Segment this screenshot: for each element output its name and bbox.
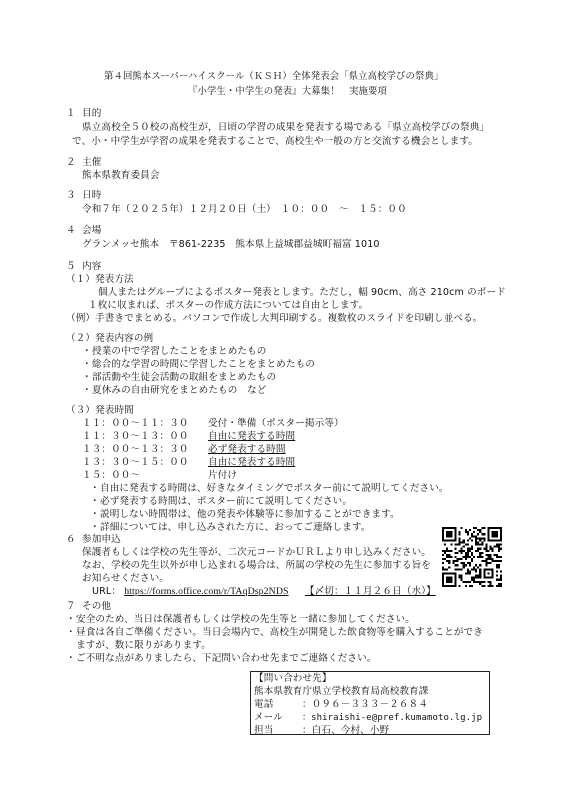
- example-list-item: ・授業の中で学習したことをまとめたもの: [82, 346, 267, 357]
- section-4-body: グランメッセ熊本 〒861-2235 熊本県上益城郡益城町福富 1010: [82, 239, 380, 250]
- section-5-1-line3: （例）手書きでまとめる。パソコンで作成し大判印刷する。複数枚のスライドを印刷し並べる。: [66, 313, 483, 324]
- section-7-heading: [66, 601, 111, 613]
- phone-number: ：０９６－３３３－２６８４: [302, 699, 429, 710]
- bullet-icon: ・: [90, 522, 100, 533]
- bullet-icon: ・: [66, 614, 76, 625]
- section-2-heading: [66, 157, 101, 169]
- section-1-body-line2: で、小・中学生が学習の成果を発表することで、高校生や一般の方と交流する機会とします。: [72, 136, 478, 147]
- schedule-label: 自由に発表する時間: [208, 431, 296, 442]
- schedule-label: 受付・準備（ポスター掲示等）: [208, 418, 344, 429]
- section-3-title: 日時: [82, 190, 102, 201]
- section-7-title: その他: [82, 601, 112, 612]
- bullet-icon: ・: [90, 509, 100, 520]
- schedule-row: [82, 444, 286, 456]
- schedule-label: 必ず発表する時間: [208, 444, 286, 455]
- schedule-row: [82, 470, 237, 482]
- section-1-heading: [66, 108, 101, 120]
- contact-mail-row: [254, 712, 482, 724]
- section-5-1-line2: １枚に収まれば、ポスターの作成方法については自由とします。: [88, 300, 369, 311]
- schedule-label: 自由に発表する時間: [208, 457, 296, 468]
- contact-organization: 熊本県教育庁県立学校教育局高校教育課: [254, 686, 429, 697]
- schedule-time: １１：３０～１３：００: [82, 431, 189, 442]
- section-7-number: ７: [66, 601, 76, 612]
- example-list-item: ・部活動や生徒会活動の取組をまとめたもの: [82, 372, 277, 383]
- schedule-row: [82, 418, 344, 430]
- section-6-body-line1: 保護者もしくは学校の先生等が、二次元コードかＵＲＬより申し込みください。: [82, 547, 431, 558]
- other-list-item-continuation: ますが、数に限りがあります。: [76, 640, 211, 651]
- qr-code-icon[interactable]: [442, 527, 502, 587]
- section-6-body-line3: お知らせください。: [82, 573, 169, 584]
- section-5-1-line1: 個人またはグループによるポスター発表とします。ただし，幅 90cm、高さ 210cm のボード: [98, 287, 506, 298]
- url-label: URL：: [92, 586, 122, 597]
- section-5-number: ５: [66, 261, 76, 272]
- other-list-item: ・安全のため、当日は保護者もしくは学校の先生等と一緒に参加してください。: [66, 614, 415, 625]
- bullet-icon: ・: [82, 359, 92, 370]
- schedule-row: [82, 431, 295, 443]
- person-names: ：白石、今村、小野: [302, 725, 390, 736]
- application-form-link[interactable]: https://forms.office.com/r/TAqDsp2NDS: [124, 586, 289, 597]
- document-title-line1: 第４回熊本スーパーハイスクール（ＫＳＨ）全体発表会「県立高校学びの祭典」: [104, 71, 444, 82]
- other-list-item: ・昼食は各自ご準備ください。当日会場内で、高校生が開発した飲食物等を購入することができ: [66, 627, 483, 638]
- schedule-label: 片付け: [208, 470, 238, 481]
- mail-address[interactable]: ：shiraishi-e@pref.kumamoto.lg.jp: [302, 713, 483, 723]
- schedule-time: １５：００～: [82, 470, 141, 481]
- section-6-heading: [66, 534, 121, 546]
- section-1-number: １: [66, 108, 76, 119]
- section-5-3-heading: （３）発表時間: [66, 405, 134, 416]
- document-title-line2: 『小学生・中学生の発表』大募集！ 実施要項: [188, 86, 387, 97]
- bullet-icon: ・: [82, 346, 92, 357]
- section-6-body-line2: なお、学校の先生以外が申し込まれる場合は、所属の学校の先生に参加する旨を: [82, 560, 431, 571]
- mail-label: メール: [254, 712, 283, 723]
- schedule-row: [82, 457, 295, 469]
- section-2-number: ２: [66, 157, 76, 168]
- section-1-body-line1: 県立高校全５０校の高校生が，日頃の学習の成果を発表する場である「県立高校学びの祭典」: [82, 122, 490, 133]
- contact-phone-row: [254, 699, 428, 711]
- section-4-title: 会場: [82, 225, 102, 236]
- bullet-icon: ・: [66, 627, 76, 638]
- contact-person-row: [254, 725, 389, 737]
- contact-heading: 【問い合わせ先】: [254, 673, 332, 684]
- deadline-text: 【〆切：１１月２６日（水）】: [304, 586, 436, 597]
- section-5-title: 内容: [82, 261, 102, 272]
- section-3-body: 令和７年（２０２５年）１２月２０日（土） １０：００ ～ １５：００: [82, 204, 407, 215]
- phone-label: 電話: [254, 699, 274, 710]
- person-label: 担当: [254, 725, 274, 736]
- section-3-number: ３: [66, 190, 76, 201]
- section-6-title: 参加申込: [82, 534, 121, 545]
- section-5-heading: [66, 261, 101, 273]
- section-3-heading: [66, 190, 101, 202]
- schedule-note: ・説明しない時間帯は、他の発表や体験等に参加することができます。: [90, 509, 400, 520]
- bullet-icon: ・: [90, 483, 100, 494]
- bullet-icon: ・: [90, 496, 100, 507]
- schedule-time: １３：３０～１５：００: [82, 457, 189, 468]
- section-2-body: 熊本県教育委員会: [82, 170, 160, 181]
- example-list-item: ・夏休みの自由研究をまとめたもの など: [82, 385, 267, 396]
- section-4-number: ４: [66, 225, 76, 236]
- example-list-item: ・総合的な学習の時間に学習したことをまとめたもの: [82, 359, 315, 370]
- section-5-1-heading: （１）発表方法: [66, 274, 134, 285]
- schedule-note: ・必ず発表する時間は、ポスター前にて説明してください。: [90, 496, 353, 507]
- schedule-note: ・自由に発表する時間は、好きなタイミングでポスター前にて説明してください。: [90, 483, 449, 494]
- bullet-icon: ・: [82, 372, 92, 383]
- section-4-heading: [66, 225, 101, 237]
- application-url-row: [92, 586, 436, 598]
- schedule-note: ・詳細については、申し込みされた方に、おってご連絡します。: [90, 522, 371, 533]
- bullet-icon: ・: [66, 653, 76, 664]
- schedule-time: １３：００～１３：３０: [82, 444, 189, 455]
- bullet-icon: ・: [82, 385, 92, 396]
- other-list-item: ・ご不明な点がありましたら、下記問い合わせ先までご連絡ください。: [66, 653, 377, 664]
- section-6-number: ６: [66, 534, 76, 545]
- section-5-2-heading: （２）発表内容の例: [66, 333, 154, 344]
- section-2-title: 主催: [82, 157, 102, 168]
- section-1-title: 目的: [82, 108, 102, 119]
- schedule-time: １１：００～１１：３０: [82, 418, 189, 429]
